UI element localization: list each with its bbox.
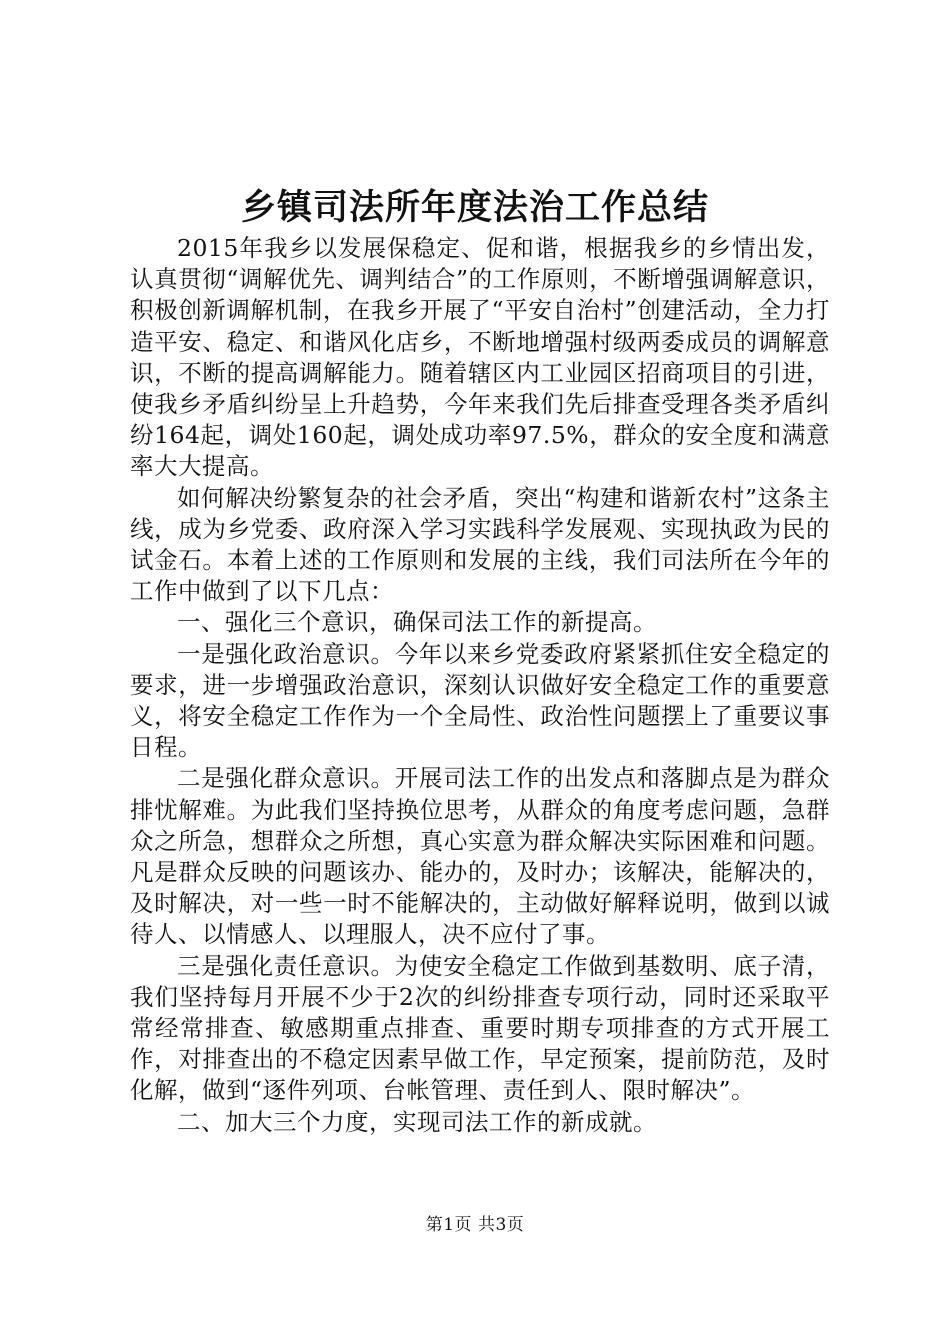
paragraph-political-awareness: 一是强化政治意识。今年以来乡党委政府紧紧抓住安全稳定的要求，进一步增强政治意识，深刻认识做好安全稳定工作的重要意义，将安全稳定工作作为一个全局性、政治性问题摆上了重要议事日程。 <box>130 639 830 762</box>
page-number-footer: 第1页 共3页 <box>425 1215 525 1235</box>
document-title: 乡镇司法所年度法治工作总结 <box>240 187 709 228</box>
paragraph-mass-awareness: 二是强化群众意识。开展司法工作的出发点和落脚点是为群众排忧解难。为此我们坚持换位思考，从群众的角度考虑问题，急群众之所急，想群众之所想，真心实意为群众解决实际困难和问题。凡是群众反映的问题该办、能办的，及时办；该解决，能解决的，及时解决，对一些一时不能解决的，主动做好解释说明，做到以诚待人、以情感人、以理服人，决不应付了事。 <box>130 764 830 949</box>
paragraph-intro: 2015年我乡以发展保稳定、促和谐，根据我乡的乡情出发，认真贯彻“调解优先、调判结合”的工作原则，不断增强调解意识，积极创新调解机制，在我乡开展了“平安自治村”创建活动，全力打造平安、稳定、和谐风化店乡，不断地增强村级两委成员的调解意识，不断的提高调解能力。随着辖区内工业园区招商项目的引进，使我乡矛盾纠纷呈上升趋势，今年来我们先后排查受理各类矛盾纠纷164起，调处160起，调处成功率97.5%，群众的安全度和满意率大大提高。 <box>130 234 830 481</box>
paragraph-main-line: 如何解决纷繁复杂的社会矛盾，突出“构建和谐新农村”这条主线，成为乡党委、政府深入学习实践科学发展观、实现执政为民的试金石。本着上述的工作原则和发展的主线，我们司法所在今年的工作中做到了以下几点： <box>130 483 830 606</box>
heading-section-1: 一、强化三个意识，确保司法工作的新提高。 <box>177 608 657 637</box>
paragraph-responsibility-awareness: 三是强化责任意识。为使安全稳定工作做到基数明、底子清，我们坚持每月开展不少于2次的纠纷排查专项行动，同时还采取平常经常排查、敏感期重点排查、重要时期专项排查的方式开展工作，对排查出的不稳定因素早做工作，早定预案，提前防范，及时化解，做到“逐件列项、台帐管理、责任到人、限时解决”。 <box>130 951 830 1105</box>
document-body <box>130 233 830 1138</box>
heading-section-2: 二、加大三个力度，实现司法工作的新成就。 <box>177 1107 657 1136</box>
